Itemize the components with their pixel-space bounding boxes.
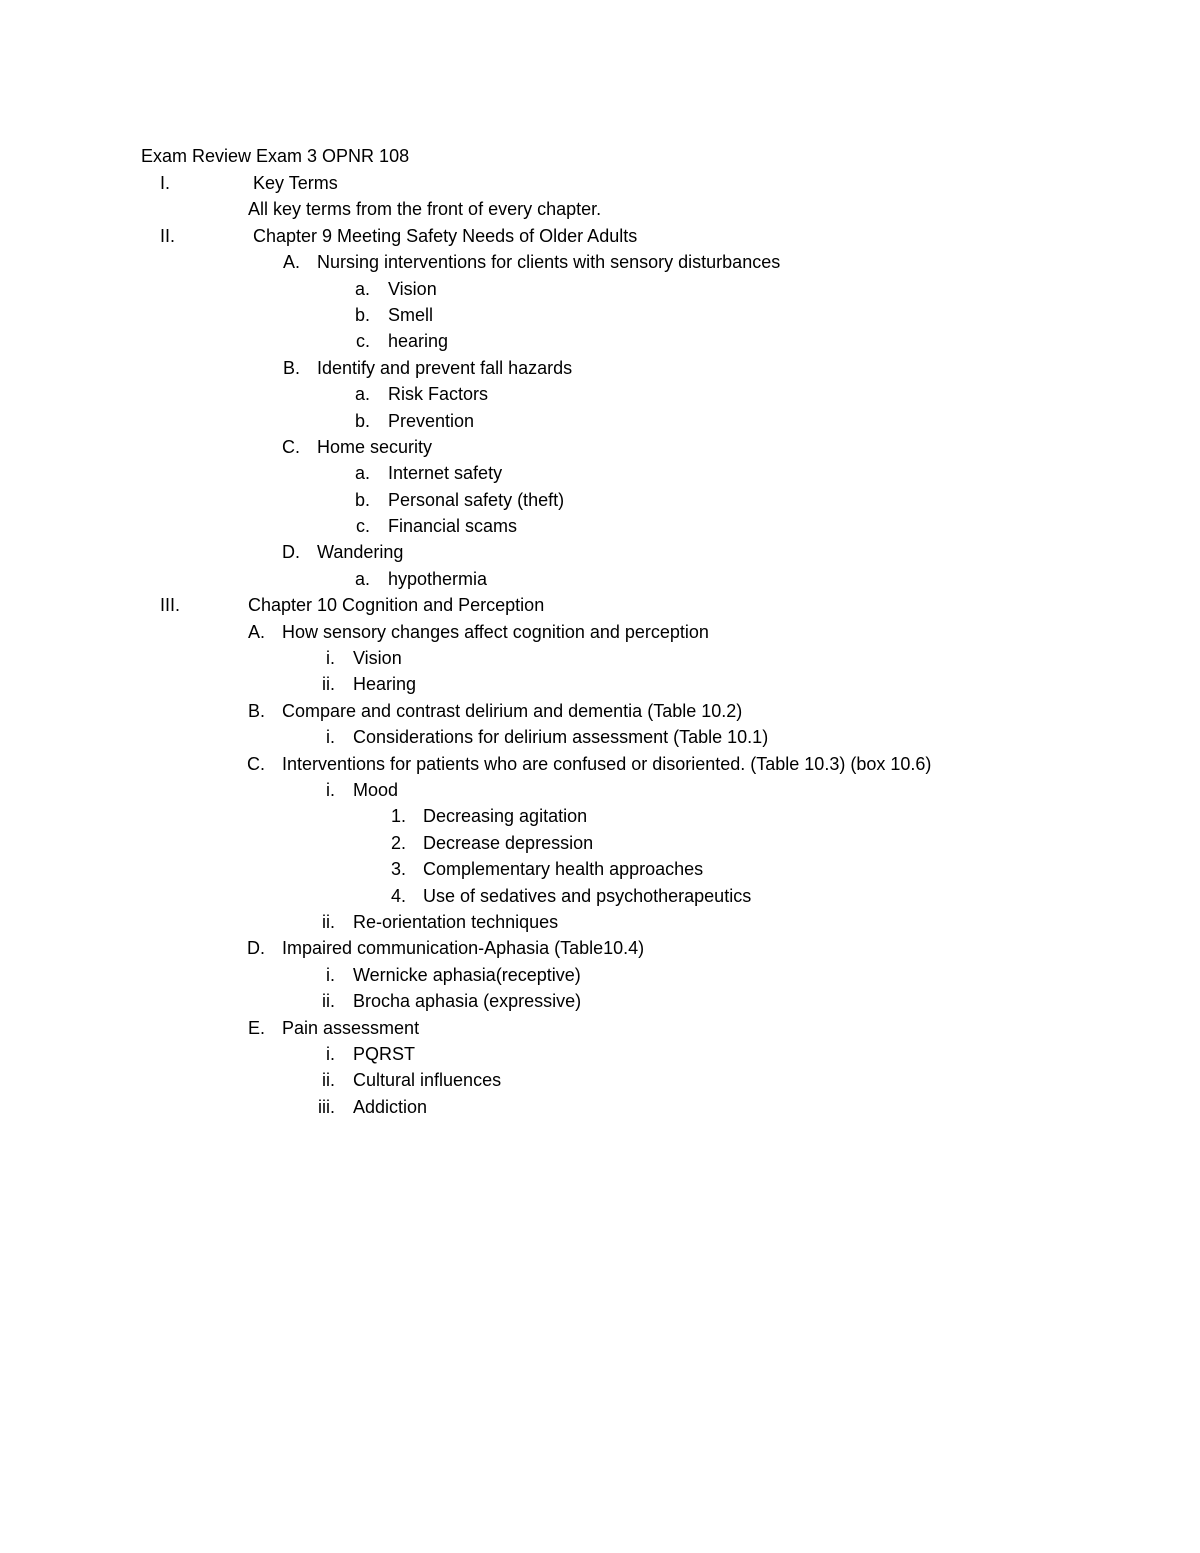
outline-subsubitem [0, 856, 1200, 882]
item-marker: A. [247, 621, 265, 642]
outline-subsubitem [0, 803, 1200, 829]
review-outline [0, 170, 1200, 1120]
subitem-text: Cultural influences [353, 1070, 502, 1091]
section-heading-text: Chapter 9 Meeting Safety Needs of Older Adults [253, 225, 638, 246]
section-numeral: II. [160, 225, 176, 246]
item-text: Home security [317, 436, 433, 457]
outline-subitem [0, 1041, 1200, 1067]
subitem-text: Financial scams [388, 516, 518, 537]
outline-item [0, 619, 1200, 645]
subitem-marker: a. [354, 463, 370, 484]
outline-subitem [0, 777, 1200, 803]
subitem-text: hypothermia [388, 568, 488, 589]
subitem-marker: i. [326, 1043, 335, 1064]
item-marker: D. [282, 542, 300, 563]
outline-subitem [0, 487, 1200, 513]
subitem-marker: b. [354, 489, 370, 510]
outline-subitem [0, 460, 1200, 486]
subsubitem-marker: 1. [390, 806, 406, 827]
outline-subitem [0, 381, 1200, 407]
subitem-text: Wernicke aphasia(receptive) [353, 964, 581, 985]
subitem-text: Hearing [353, 674, 417, 695]
item-text: How sensory changes affect cognition and perception [282, 621, 709, 642]
outline-subitem [0, 671, 1200, 697]
outline-item [0, 249, 1200, 275]
subsubitem-marker: 3. [390, 859, 406, 880]
outline-item [0, 434, 1200, 460]
subitem-marker: i. [326, 648, 335, 669]
section-heading [0, 592, 1200, 618]
item-text: Compare and contrast delirium and dementia (Table 10.2) [282, 700, 743, 721]
outline-subitem [0, 645, 1200, 671]
outline-subitem [0, 408, 1200, 434]
section-note-text: All key terms from the front of every chapter. [248, 199, 602, 220]
document-title: Exam Review Exam 3 OPNR 108 [141, 146, 410, 166]
item-marker: D. [247, 938, 265, 959]
subsubitem-marker: 4. [390, 885, 406, 906]
subitem-text: Smell [388, 304, 434, 325]
subitem-marker: ii. [322, 991, 335, 1012]
subitem-text: Vision [353, 648, 402, 669]
subitem-marker: a. [354, 278, 370, 299]
section-heading-text: Key Terms [253, 173, 338, 193]
subitem-marker: b. [354, 304, 370, 325]
item-text: Nursing interventions for clients with sensory disturbances [317, 252, 781, 273]
subsubitem-text: Use of sedatives and psychotherapeutics [423, 885, 752, 906]
subitem-marker: a. [354, 384, 370, 405]
subitem-marker: ii. [322, 1070, 335, 1091]
outline-subsubitem [0, 830, 1200, 856]
subitem-text: hearing [388, 331, 449, 352]
item-text: Pain assessment [282, 1017, 420, 1038]
section-heading-text: Chapter 10 Cognition and Perception [248, 595, 545, 616]
subitem-marker: ii. [322, 911, 335, 932]
subitem-text: Vision [388, 278, 437, 299]
outline-subitem [0, 724, 1200, 750]
outline-subitem [0, 988, 1200, 1014]
outline-subitem [0, 566, 1200, 592]
outline-item [0, 1015, 1200, 1041]
outline-item [0, 355, 1200, 381]
subitem-marker: iii. [318, 1096, 335, 1117]
subitem-marker: i. [326, 727, 335, 748]
outline-subitem [0, 276, 1200, 302]
item-marker: E. [247, 1017, 265, 1038]
outline-subitem [0, 1067, 1200, 1093]
subitem-text: Risk Factors [388, 384, 489, 405]
subitem-marker: i. [326, 964, 335, 985]
subitem-marker: c. [355, 331, 370, 352]
item-marker: C. [282, 436, 300, 457]
subitem-marker: c. [355, 516, 370, 537]
outline-item [0, 751, 1200, 777]
outline-subitem [0, 962, 1200, 988]
outline-item [0, 935, 1200, 961]
section-numeral: III. [160, 595, 181, 616]
subitem-text: Personal safety (theft) [388, 489, 565, 510]
outline-subitem [0, 513, 1200, 539]
item-text: Impaired communication-Aphasia (Table10.4) [282, 938, 645, 959]
subitem-text: Prevention [388, 410, 475, 431]
subitem-marker: ii. [322, 674, 335, 695]
subsubitem-text: Decreasing agitation [423, 806, 588, 827]
subitem-text: Addiction [353, 1096, 428, 1117]
subitem-marker: a. [354, 568, 370, 589]
subitem-text: Considerations for delirium assessment (Table 10.1) [353, 727, 769, 748]
section-numeral: I. [160, 173, 171, 193]
outline-subitem [0, 1094, 1200, 1120]
item-text: Wandering [317, 542, 404, 563]
item-marker: A. [282, 252, 300, 273]
subitem-text: Mood [353, 779, 399, 800]
subitem-text: Brocha aphasia (expressive) [353, 991, 582, 1012]
subitem-marker: b. [354, 410, 370, 431]
item-marker: C. [247, 753, 265, 774]
subitem-marker: i. [326, 779, 335, 800]
section-heading [0, 170, 1200, 196]
item-marker: B. [247, 700, 265, 721]
subitem-text: Internet safety [388, 463, 503, 484]
item-text: Identify and prevent fall hazards [317, 357, 573, 378]
section-heading [0, 223, 1200, 249]
subsubitem-text: Decrease depression [423, 832, 594, 853]
outline-item [0, 539, 1200, 565]
item-text: Interventions for patients who are confused or disoriented. (Table 10.3) (box 10.6) [282, 753, 932, 774]
section-note [0, 196, 1200, 222]
outline-subitem [0, 302, 1200, 328]
subsubitem-text: Complementary health approaches [423, 859, 704, 880]
outline-item [0, 698, 1200, 724]
outline-subsubitem [0, 883, 1200, 909]
subitem-text: Re-orientation techniques [353, 911, 559, 932]
subitem-text: PQRST [353, 1043, 416, 1064]
subsubitem-marker: 2. [390, 832, 406, 853]
item-marker: B. [282, 357, 300, 378]
outline-subitem [0, 909, 1200, 935]
outline-subitem [0, 328, 1200, 354]
